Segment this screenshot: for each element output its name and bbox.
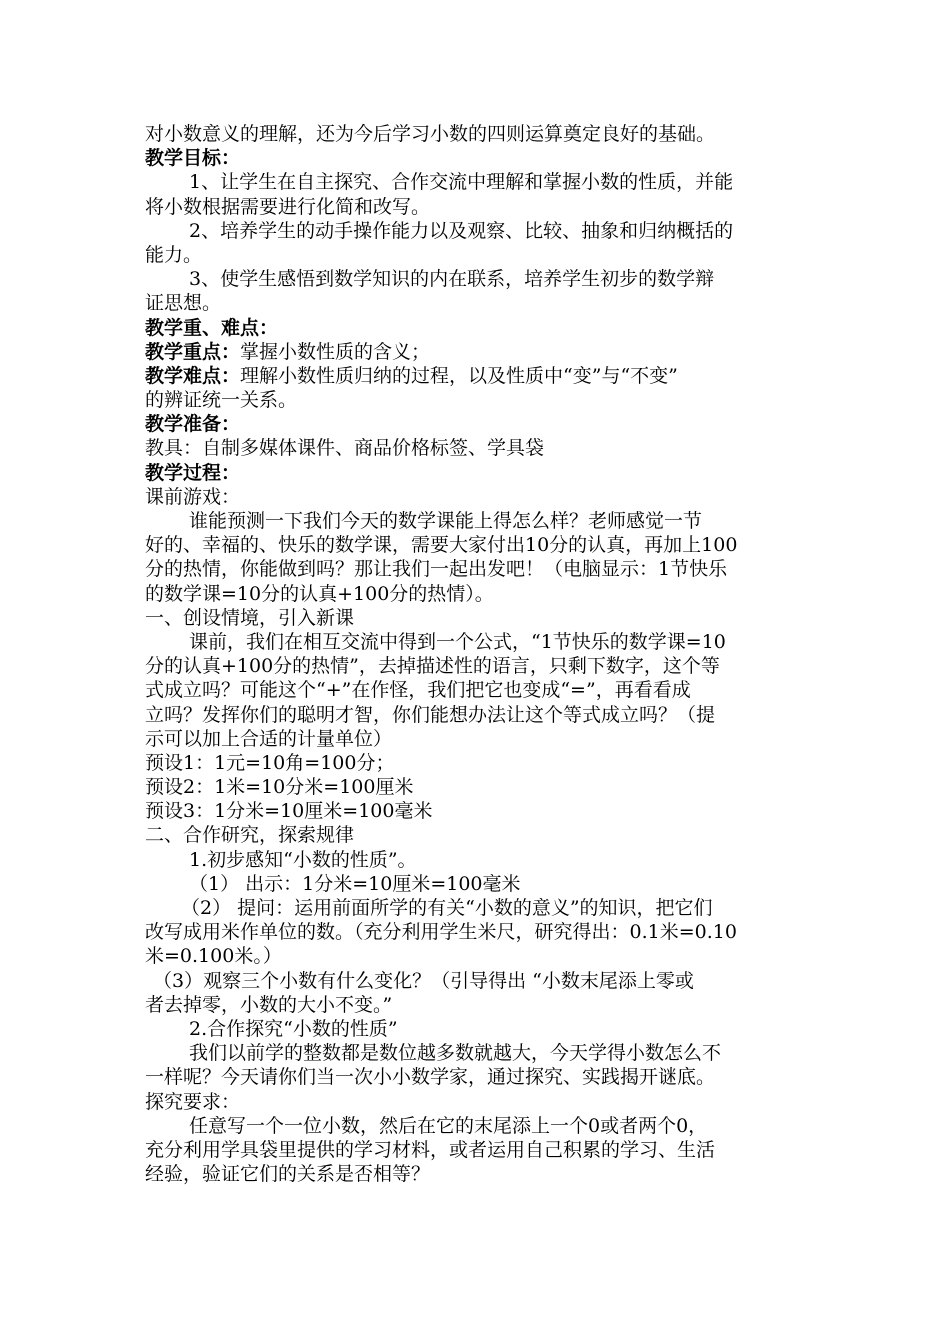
subsection-heading: 二、合作研究，探索规律 xyxy=(145,824,355,847)
paragraph-line: 米=0.100米。） xyxy=(145,945,282,968)
key-point-line xyxy=(145,340,809,364)
paragraph-line: 探究要求： xyxy=(145,1090,241,1113)
paragraph-line: 经验，验证它们的关系是否相等？ xyxy=(145,1163,431,1186)
paragraph-line: 立吗？发挥你们的聪明才智，你们能想办法让这个等式成立吗？（提 xyxy=(145,703,716,726)
section-heading-key-points: 教学重、难点： xyxy=(145,316,279,339)
paragraph-line: 好的、幸福的、快乐的数学课，需要大家付出10分的认真，再加上100 xyxy=(145,534,738,557)
difficulty-line xyxy=(145,364,809,388)
paragraph-line: 谁能预测一下我们今天的数学课能上得怎么样？老师感觉一节 xyxy=(189,510,703,532)
paragraph-line: 对小数意义的理解，还为今后学习小数的四则运算奠定良好的基础。 xyxy=(145,123,716,145)
section-heading-process: 教学过程： xyxy=(145,461,241,484)
preset-line: 预设1：1元=10角=100分； xyxy=(145,751,395,774)
difficulty-label: 教学难点： xyxy=(145,364,241,387)
paragraph-line: 我们以前学的整数都是数位越多数就越大，今天学得小数怎么不 xyxy=(189,1042,722,1065)
paragraph-line: 分的认真+100分的热情”，去掉描述性的语言，只剩下数字，这个等 xyxy=(145,655,720,678)
paragraph-line: 充分利用学具袋里提供的学习材料，或者运用自己积累的学习、生活 xyxy=(145,1138,716,1161)
document-page xyxy=(145,122,809,1186)
paragraph-line: （3）观察三个小数有什么变化？（引导得出 “小数末尾添上零或 xyxy=(153,969,694,992)
paragraph-line: 2、培养学生的动手操作能力以及观察、比较、抽象和归纳概括的 xyxy=(189,219,734,242)
difficulty-text: 理解小数性质归纳的过程，以及性质中“变”与“不变” xyxy=(240,364,678,387)
section-heading-preparation: 教学准备： xyxy=(145,413,241,436)
paragraph-line: 的数学课=10分的认真+100分的热情）。 xyxy=(145,582,494,605)
key-point-text: 掌握小数性质的含义； xyxy=(240,340,431,363)
preset-line: 预设2：1米=10分米=100厘米 xyxy=(145,776,414,799)
paragraph-line: 将小数根据需要进行化简和改写。 xyxy=(145,195,431,218)
paragraph-line: 3、使学生感悟到数学知识的内在联系，培养学生初步的数学辩 xyxy=(189,268,715,291)
paragraph-line: （2） 提问：运用前面所学的有关“小数的意义”的知识，把它们 xyxy=(181,897,713,919)
paragraph-line: 分的热情，你能做到吗？那让我们一起出发吧！（电脑显示：1节快乐 xyxy=(145,558,728,581)
paragraph-line: 课前，我们在相互交流中得到一个公式，“1节快乐的数学课=10 xyxy=(189,630,726,653)
subsection-heading: 一、创设情境，引入新课 xyxy=(145,606,355,629)
paragraph-line: 1、让学生在自主探究、合作交流中理解和掌握小数的性质，并能 xyxy=(189,171,734,194)
paragraph-line: 能力。 xyxy=(145,243,203,266)
paragraph-line: 课前游戏： xyxy=(145,485,241,508)
key-point-label: 教学重点： xyxy=(145,340,241,363)
paragraph-line: 2.合作探究“小数的性质” xyxy=(189,1017,398,1040)
paragraph-line: 任意写一个一位小数，然后在它的末尾添上一个0或者两个0， xyxy=(189,1114,708,1137)
paragraph-line: 一样呢？今天请你们当一次小小数学家，通过探究、实践揭开谜底。 xyxy=(145,1066,716,1089)
paragraph-line: （1） 出示：1分米=10厘米=100毫米 xyxy=(189,872,521,895)
paragraph-line: 者去掉零，小数的大小不变。” xyxy=(145,993,393,1016)
paragraph-line: 1.初步感知“小数的性质”。 xyxy=(189,848,417,871)
preset-line: 预设3：1分米=10厘米=100毫米 xyxy=(145,800,433,823)
paragraph-line: 的辨证统一关系。 xyxy=(145,389,298,412)
paragraph-line: 改写成用米作单位的数。（充分利用学生米尺，研究得出：0.1米=0.10 xyxy=(145,921,737,944)
section-heading-objectives: 教学目标： xyxy=(145,147,241,170)
paragraph-line: 式成立吗？可能这个“+”在作怪，我们把它也变成“=”，再看看成 xyxy=(145,679,691,702)
paragraph-line: 证思想。 xyxy=(145,292,222,315)
paragraph-line: 示可以加上合适的计量单位） xyxy=(145,727,393,750)
paragraph-line: 教具：自制多媒体课件、商品价格标签、学具袋 xyxy=(145,437,545,460)
